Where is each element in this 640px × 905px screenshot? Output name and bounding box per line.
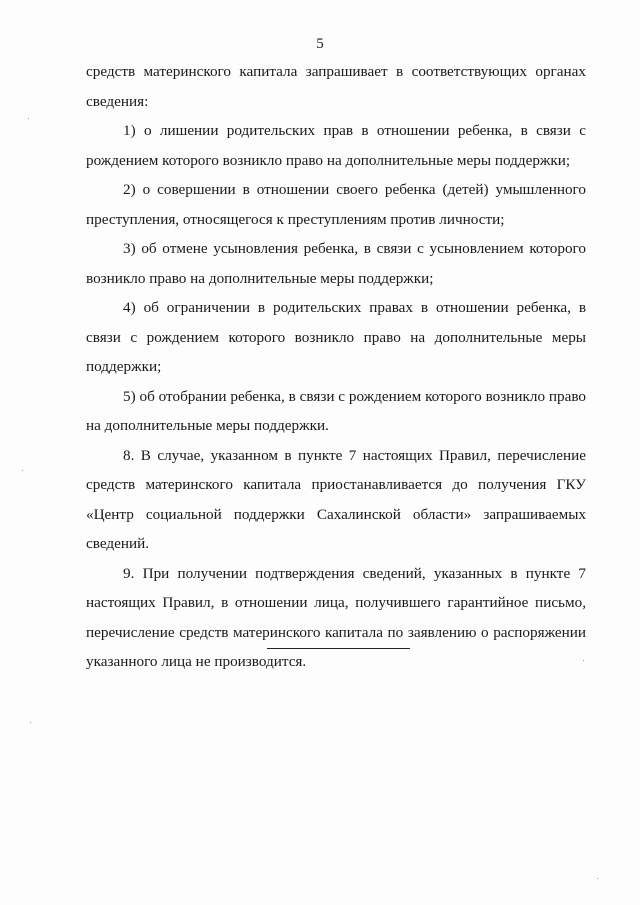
list-item-2: 2) о совершении в отношении своего ребенка (детей) умышленного преступления, относящегося к преступлениям против личности; (86, 181, 586, 228)
paragraph-clause-9: 9. При получении подтверждения сведений, указанных в пункте 7 настоящих Правил, в отношении лица, получившего гарантийное письмо, перечисление средств материнского капитала по заявлению о распоряжении указанного лица не производится. (86, 564, 586, 670)
list-item-1: 1) о лишении родительских прав в отношении ребенка, в связи с рождением которого возникло право на дополнительные меры поддержки; (86, 122, 586, 169)
paragraph-clause-8: 8. В случае, указанном в пункте 7 настоящих Правил, перечисление средств материнского капитала приостанавливается до получения ГКУ «Центр социальной поддержки Сахалинской области» запрашиваемых сведений. (86, 446, 586, 552)
scan-speck (22, 470, 23, 471)
page-number: 5 (316, 36, 324, 52)
scan-speck (583, 660, 584, 661)
scan-speck (28, 118, 29, 119)
list-item-5: 5) об отобрании ребенка, в связи с рождением которого возникло право на дополнительные меры поддержки. (86, 387, 586, 434)
list-item-4: 4) об ограничении в родительских правах в отношении ребенка, в связи с рождением которого возникло право на дополнительные меры поддержки; (86, 299, 586, 375)
end-of-document-rule (267, 648, 410, 649)
paragraph-intro-continuation: средств материнского капитала запрашивает в соответствующих органах сведения: (86, 63, 586, 110)
scan-speck (30, 722, 31, 723)
list-item-3: 3) об отмене усыновления ребенка, в связи с усыновлением которого возникло право на дополнительные меры поддержки; (86, 240, 586, 287)
scan-speck (597, 878, 598, 879)
document-body (86, 57, 586, 677)
